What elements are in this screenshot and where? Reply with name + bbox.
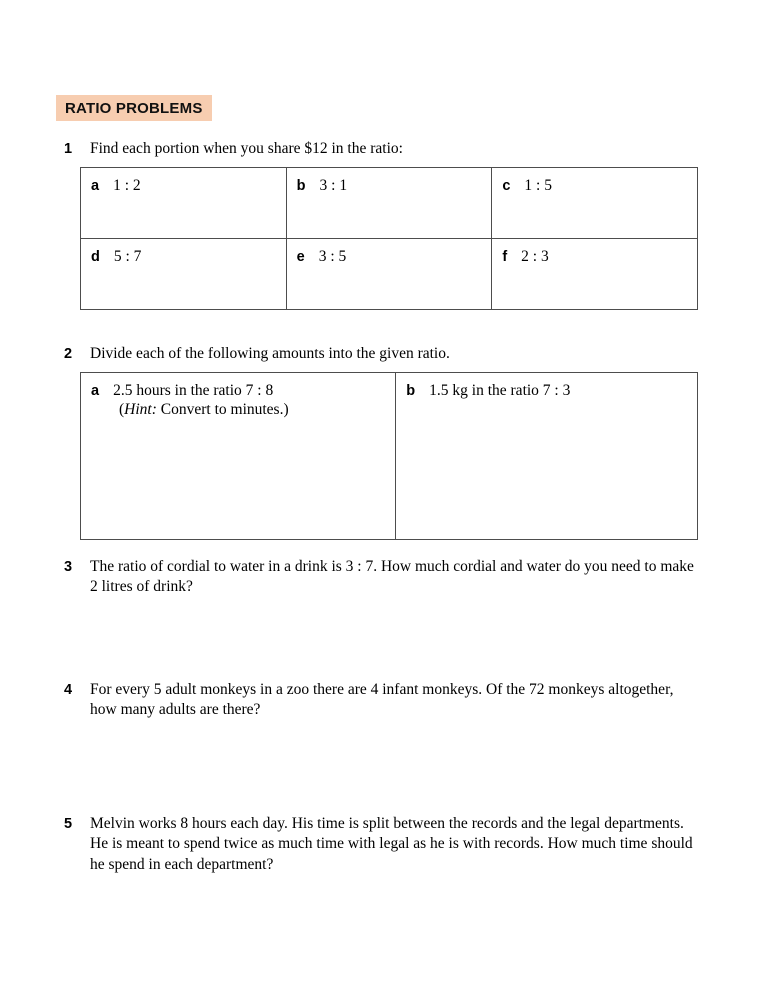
problem-3-text: The ratio of cordial to water in a drink is 3 : 7. How much cordial and water do you need to make 2 litres of drink? [90, 557, 694, 596]
problem-4-number: 4 [64, 681, 73, 698]
problem-1 [64, 139, 712, 159]
problem-5 [64, 814, 712, 875]
cell-value: 3 : 1 [319, 177, 348, 195]
table-row [81, 168, 698, 239]
cell-value: 1.5 kg in the ratio 7 : 3 [429, 381, 571, 399]
cell-label: d [91, 249, 100, 266]
table-cell-d [81, 239, 287, 310]
hint-word: Hint: [124, 400, 157, 418]
problem-1-table [80, 167, 698, 310]
cell-label: f [502, 249, 508, 266]
table-cell-b [286, 168, 492, 239]
table-cell-e [286, 239, 492, 310]
problem-2-table [80, 372, 698, 540]
problem-1-number: 1 [64, 141, 73, 157]
cell-label: a [91, 382, 100, 399]
cell-label: e [296, 249, 305, 266]
cell-line [91, 382, 385, 400]
problem-5-text: Melvin works 8 hours each day. His time is split between the records and the legal departments. He is meant to spend twice as much time with legal as he is with records. How much time should he spend in each department? [90, 814, 693, 873]
problem-4-text: For every 5 adult monkeys in a zoo there are 4 infant monkeys. Of the 72 monkeys altogether, how many adults are there? [90, 680, 674, 719]
cell-label: c [502, 178, 511, 195]
problem-1-text: Find each portion when you share $12 in the ratio: [90, 140, 403, 157]
worksheet-title: RATIO PROBLEMS [56, 95, 212, 121]
problem-3 [64, 557, 712, 598]
table-cell-f [492, 239, 698, 310]
cell-line [406, 382, 687, 400]
table-cell-a [81, 168, 287, 239]
hint-open: ( [119, 400, 125, 418]
table-cell-b [396, 372, 698, 539]
cell-value: 5 : 7 [113, 248, 142, 266]
table-row [81, 372, 698, 539]
cell-value: 1 : 5 [524, 177, 552, 195]
table-row [81, 239, 698, 310]
problem-2-text: Divide each of the following amounts into the given ratio. [90, 345, 450, 363]
table-cell-a [81, 372, 396, 539]
hint-rest: Convert to minutes.) [156, 400, 289, 418]
problem-3-number: 3 [64, 558, 73, 575]
problem-2 [64, 344, 712, 364]
problem-5-number: 5 [64, 815, 73, 832]
cell-label: b [296, 178, 306, 195]
problem-4 [64, 680, 712, 721]
cell-value: 3 : 5 [318, 248, 347, 266]
cell-value: 2 : 3 [521, 248, 549, 266]
cell-value: 1 : 2 [113, 177, 141, 195]
hint-text [119, 401, 385, 419]
problem-2-number: 2 [64, 346, 73, 363]
cell-label: b [406, 382, 416, 399]
table-cell-c [492, 168, 698, 239]
cell-value: 2.5 hours in the ratio 7 : 8 [113, 381, 274, 399]
cell-label: a [91, 178, 100, 195]
